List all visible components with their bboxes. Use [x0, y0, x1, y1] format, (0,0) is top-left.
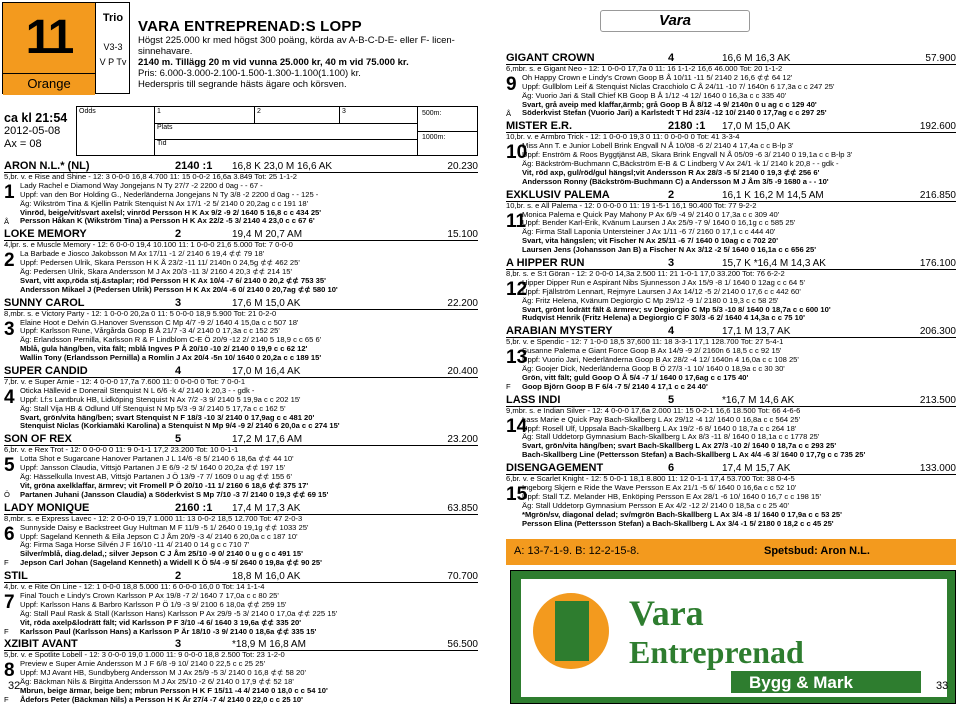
- start-line: Silver/mblå, diag.delad,; silver Jepson C J Åm 25/10 -9 0/ 2140 0 u g c c 491 15': [20, 549, 303, 559]
- start-line: Lady Rachel e Diamond Way Jongejans N Ty 27/7 -2 2200 d 0ag - - 67 -: [20, 180, 263, 190]
- horse-distance: 6: [668, 462, 675, 475]
- start-line: Äg: Bäckman Nils & Birgitta Andersson M J Ax 25/10 -2 6/ 2140 0 17,9 ⊄⊄ 52 18': [20, 677, 294, 687]
- race-track-label: Orange: [3, 73, 95, 95]
- odds-grid: [76, 106, 478, 156]
- start-number: 12: [506, 279, 528, 301]
- horse-distance: 4: [175, 365, 182, 378]
- horse-earnings: 57.900: [925, 53, 956, 64]
- start-line: Hipper Dipper Run e Aspirant Nibs Sjunnesson J Ax 15/9 -8 1/ 1640 0 12ag c c 64 5': [522, 277, 806, 287]
- vp-label: V P Tv: [99, 57, 127, 67]
- brand-logo-top: [600, 10, 750, 32]
- start-line: Äg: Hässelkulla Invest AB, Vittsjö Partanen J Ö 13/9 -7 7/ 1609 0 u ag ⊄⊄ 155 6': [20, 472, 292, 482]
- odds-label: Odds: [79, 108, 96, 115]
- start-number: 9: [506, 74, 517, 95]
- start-line: Lotta Shot e Sugarcane Hanover Partanen J L 14/6 -8 5/ 2140 6 18,6a ⊄⊄ 44 10': [20, 454, 294, 464]
- start-line: Grön, vitt fält; guld Goop O Å 5/4 -7 1/ 1640 0 17,6ag c c 175 40': [522, 372, 749, 382]
- start-line: Uppf: Fjällström Lennart, Rejmyre Laursen J Ax 14/12 -5 2/ 2140 0 17,6 c c 442 60': [522, 286, 801, 296]
- start-line: Uppf: Lf:s Lantbruk HB, Lidköping Stenquist N Ax 7/2 -3 9/ 2140 5 19,9a c c 202 15': [20, 394, 301, 404]
- horse-earnings: 216.850: [919, 189, 956, 201]
- horse-earnings: 20.400: [447, 366, 478, 378]
- horse-earnings: 56.500: [447, 639, 478, 651]
- start-number: 2: [4, 250, 15, 272]
- horse-distance: 2160 :1: [175, 501, 213, 514]
- start-line: Elaine Hoot e Delvin G.Hanover Svensson C Mp 4/7 -9 2/ 1640 4 15,0a c c 507 18': [20, 317, 299, 327]
- start-line: Svart, grön/vita häng/ben; svart Stenquist N F 18/3 -10 3/ 2140 0 17,9ag c c 481 20': [20, 412, 315, 422]
- start-line: Äg: Firma Stall Laponia Untersteiner J Ax 1/11 -6 7/ 2160 0 17,1 c c 444 40': [522, 227, 776, 237]
- right-horse-column: [506, 52, 956, 538]
- horse-records: 19,4 M 20,7 AM: [232, 229, 303, 241]
- start-line: *Mgrön/sv, diagonal delad; sv/mgrön Bach-Skallberg L Ax 3/4 -8 1/ 1640 0 17,9a c c 53 25': [522, 509, 842, 519]
- horse-entry: [4, 570, 478, 636]
- start-line: Preview e Super Arnie Andersson M J F 6/8 -9 10/ 2140 0 22,5 c c 25 25': [20, 659, 266, 669]
- page-number-right: 33: [936, 680, 949, 692]
- horse-entry: [506, 52, 956, 118]
- horse-starts: [506, 407, 956, 460]
- start-line: Äg: Goojer Dick, Nederländerna Goop B Ö 27/3 -1 10/ 1640 0 18,9a c c 30 30': [522, 364, 785, 374]
- start-line: Partanen Juhani (Jansson Claudia) a Söderkvist S Mp 7/10 -3 7/ 2140 0 19,3 ⊄⊄ 69 15': [20, 489, 329, 499]
- horse-earnings: 206.300: [919, 326, 956, 338]
- ad-logo-mark: [555, 601, 589, 661]
- start-line: Final Touch e Lindy's Crown Karlsson P Ax 19/8 -7 2/ 1640 7 17,0a c c 80 25': [20, 590, 279, 600]
- horse-distance: 3: [668, 257, 675, 270]
- horse-records: 16,1 K 16,2 M 14,5 AM: [722, 189, 824, 201]
- horse-name: DISENGAGEMENT: [506, 462, 604, 475]
- start-line: Äg: Stall Uddetorp Gymnasium Bach-Skallberg L Ax 8/3 -11 8/ 1640 0 18,1a c c 1778 25': [522, 432, 820, 442]
- horse-records: 18,8 M 16,0 AK: [232, 571, 301, 583]
- horse-entry: [4, 638, 478, 704]
- handicap-mark: F: [4, 694, 9, 704]
- horse-header: [506, 189, 956, 202]
- page-number-left: 32: [8, 680, 21, 692]
- start-line: 6,br. v. e Rex Trot - 12: 0 0-0-0 0 11: 9 0-1-1 17,2 23.200 Tot: 10 0-1-1: [4, 445, 239, 455]
- start-line: Karlsson Paul (Karlsson Hans) a Karlsson P Är 18/10 -3 9/ 2140 0 18,6a ⊄⊄ 335 15': [20, 626, 317, 636]
- race-time: ca kl 21:54: [4, 111, 68, 125]
- horse-records: 17,6 M 15,0 AK: [232, 297, 301, 309]
- tid-label: Tid: [157, 140, 167, 147]
- horse-name: MISTER E.R.: [506, 120, 573, 133]
- horse-records: *16,7 M 14,6 AK: [722, 394, 795, 406]
- start-number: 10: [506, 142, 528, 164]
- horse-header: [4, 297, 478, 310]
- horse-distance: 2140 :1: [175, 160, 213, 172]
- start-line: Vinröd, beige/vit/svart axelsl; vinröd Persson H K Ax 9/2 -9 2/ 1640 5 16,8 c c 434 25': [20, 207, 322, 217]
- grid-line: [154, 123, 417, 124]
- start-line: Rudqvist Henrik (Fritz Helena) a Degiorgio C F 30/3 -6 2/ 1640 4 14,3a c c 75 10': [522, 313, 805, 323]
- horse-name: LOKE MEMORY: [4, 228, 87, 241]
- horse-distance: 3: [175, 296, 182, 309]
- start-number: 8: [4, 660, 15, 682]
- handicap-mark: Å: [4, 216, 10, 226]
- start-number: 11: [506, 210, 527, 232]
- start-line: Oticka Hällevid e Donerail Stenquist N L 6/6 -k 4/ 2140 k 20,3 - - gdk -: [20, 385, 255, 395]
- horse-name: A HIPPER RUN: [506, 257, 585, 270]
- start-line: Äg: Stall Vija HB & Odlund Ulf Stenquist N Mp 5/3 -9 3/ 2140 5 17,7a c c 162 5': [20, 403, 286, 413]
- place-2: 2: [257, 108, 261, 115]
- start-number: 4: [4, 387, 15, 409]
- start-line: Äg: Pedersen Ulrik, Skara Andersson M J Ax 20/3 -11 3/ 2160 4 20,3 ⊄⊄ 214 15': [20, 267, 292, 277]
- start-line: 8,mbr. s. e Express Lavec - 12: 2 0-0-0 19,7 1.000 11: 13 0-0-2 18,5 12.700 Tot: 47 2-0-3: [4, 513, 303, 523]
- horse-header: [506, 394, 956, 407]
- horse-distance: 2: [175, 570, 182, 583]
- start-line: Uppf: van den Bor Holding G., Nederländerna Jongejans N Ty 3/8 -2 2200 d 0ag - - 125 -: [20, 189, 319, 199]
- race-info: [4, 112, 67, 151]
- horse-entry: [506, 189, 956, 255]
- horse-starts: [4, 241, 478, 294]
- start-number: 6: [4, 523, 15, 545]
- horse-earnings: 213.500: [919, 394, 956, 406]
- horse-name: LADY MONIQUE: [4, 501, 90, 514]
- handicap-mark: Å: [506, 108, 512, 118]
- ad-brand: Vara: [629, 593, 704, 633]
- start-line: Vit, gröna axelklaffar, ärmrev; vit Fromell P Ö 20/10 -11 1/ 2160 6 18,6 ⊄⊄ 375 17': [20, 480, 309, 490]
- horse-earnings: 23.200: [447, 434, 478, 446]
- grid-line: [417, 131, 478, 132]
- horse-distance: 2: [668, 188, 675, 201]
- start-line: 5,br. v. e Spendic - 12: 7 1-0-0 18,5 37,600 11: 18 3-3-1 17,1 128.700 Tot: 27 5-4-1: [506, 337, 784, 347]
- start-line: 7,br. v. e Super Arnie - 12: 4 0-0-0 17,7a 7.600 11: 0 0-0-0 0 Tot: 7 0-0-1: [4, 377, 246, 387]
- horse-name: GIGANT CROWN: [506, 52, 595, 64]
- start-line: Svart, vita hängslen; vit Fischer N Ax 25/11 -6 7/ 1640 0 10ag c c 702 20': [522, 236, 779, 246]
- horse-records: 17,4 M 17,3 AK: [232, 502, 301, 514]
- ad-name: Entreprenad: [629, 634, 804, 670]
- start-line: Uppf: Pedersen Ulrik, Skara Persson H K Å 23/2 -11 11/ 2140n 0 24,5g ⊄⊄ 462 25': [20, 258, 300, 268]
- start-line: 4,br. v. e Rite On Line - 12: 1 0-0-0 18,8 5.000 11: 6 0-0-0 16,0 0 Tot: 14 1-1-4: [4, 582, 265, 592]
- horse-starts: [4, 583, 478, 636]
- brand-logo-text: Vara: [659, 12, 691, 29]
- horse-entry: [4, 365, 478, 431]
- race-number: 11: [3, 3, 95, 73]
- start-line: Svart, grön/vita häng/ben; svart Bach-Skallberg L Ax 27/3 -10 2/ 1640 0 18,7a c c 293 25': [522, 441, 837, 451]
- left-horse-column: [4, 160, 478, 704]
- horse-earnings: 133.000: [919, 463, 956, 475]
- start-line: Svart, vitt axp,röda stj.&staplar; röd Persson H K Ax 10/4 -7 6/ 2140 0 20,2 ⊄⊄ 753 35': [20, 275, 326, 285]
- start-line: 6,mbr. s. e Gigant Neo - 12: 1 0-0-0 17,7a 0 11: 16 1-1-2 16,6 46.000 Tot: 20 1-1-2: [506, 64, 783, 73]
- start-line: Bach-Skallberg Line (Pettersson Stefan) a Bach-Skallberg L Ax 4/4 -6 3/ 1640 0 17,7g c c 735 25': [522, 450, 866, 460]
- race-ax: Ax = 08: [4, 138, 42, 150]
- start-line: Svart, grönt lodrätt fält & ärmrev; sv Degiorgio C Mp 5/3 -10 8/ 1640 0 18,7a c c 600 10': [522, 304, 831, 314]
- start-line: 10,br. s. e All Palema - 12: 0 0-0-0 0 11: 19 1-5-1 16,1 90.400 Tot: 77 9-2-2: [506, 200, 757, 210]
- horse-earnings: 176.100: [919, 258, 956, 270]
- horse-name: ARABIAN MYSTERY: [506, 325, 613, 338]
- start-line: Uppf: Bender Karl-Erik, Kvänum Laursen J Ax 25/9 -7 9/ 1640 0 16,1g c c 585 25': [522, 218, 796, 228]
- horse-starts: [506, 133, 956, 186]
- horse-starts: [4, 310, 478, 363]
- horse-earnings: 70.700: [447, 571, 478, 583]
- horse-entry: [506, 462, 956, 528]
- start-line: Vit, röda axelp&lodrätt fält; vid Karlsson P F 3/10 -4 6/ 1640 3 19,6a ⊄⊄ 335 20': [20, 617, 301, 627]
- start-line: 8,mbr. s. e Victory Party - 12: 1 0-0-0 20,2a 0 11: 5 0-0-0 18,9 5.900 Tot: 21 0-2-0: [4, 308, 277, 318]
- race-distance: 2140 m. Tillägg 20 m vid vunna 25.000 kr, 40 m vid 75.000 kr.: [138, 57, 409, 68]
- horse-entry: [4, 433, 478, 499]
- race-conditions-1: Högst 225.000 kr med högst 300 poäng, körda av A-B-C-D-E- eller F- licen-: [138, 35, 455, 46]
- race-header: [138, 18, 478, 90]
- trio-label: Trio: [102, 12, 124, 24]
- start-line: Uppf: Rosell Ulf, Uppsala Bach-Skallberg L Ax 19/2 -6 8/ 1640 0 18,7a c c 264 18': [522, 423, 797, 433]
- start-number: 14: [506, 415, 528, 437]
- start-line: Äg: Vuorio Jari & Stall Chief KB Goop B Å 1/12 -4 12/ 1640 0 16,3a c c 335 40': [522, 90, 787, 100]
- horse-records: 17,1 M 13,7 AK: [722, 326, 791, 338]
- horse-distance: 5: [668, 393, 675, 406]
- horse-earnings: 63.850: [447, 502, 478, 514]
- ad-graphic: [511, 571, 957, 705]
- start-line: Svart, grå aveip med klaffar,ärmb; grå Goop B Å 8/12 -4 9/ 2140n 0 u ag c c 129 40': [522, 99, 817, 109]
- horse-starts: [4, 515, 478, 568]
- v3-label: V3-3: [103, 42, 123, 52]
- horse-earnings: 20.230: [447, 161, 478, 172]
- horse-name: STIL: [4, 570, 28, 583]
- horse-records: *18,9 M 16,8 AM: [232, 639, 306, 651]
- start-line: Äg: Bäckström-Buchmann C,Bäckström E-B & C Lindberg V Ax 24/1 -k 1/ 2140 k 20,8 - - gdk -: [522, 159, 839, 169]
- horse-entry: [4, 297, 478, 363]
- start-line: 10,br. v. e Armbro Trick - 12: 1 0-0-0 19,3 0 11: 0 0-0-0 0 Tot: 41 3-3-4: [506, 132, 740, 142]
- horse-entry: [4, 502, 478, 568]
- start-number: 1: [4, 182, 15, 203]
- start-line: Persson Elina (Pettersson Stefan) a Bach-Skallberg L Ax 3/4 -1 5/ 2180 0 18,2 c c 45 25': [522, 518, 834, 528]
- horse-name: SON OF REX: [4, 433, 72, 446]
- horse-entry: [4, 228, 478, 294]
- start-line: Lass Marie e Quick Pay Bach-Skallberg L Ax 29/12 -4 12/ 1640 0 16,8a c c 564 25': [522, 414, 801, 424]
- start-line: Ingeborg Skjern e Ride the Wave Persson E Ax 21/1 -5 6/ 1640 0 16,6a c c 52 10': [522, 482, 797, 492]
- start-line: Susanne Palema e Giant Force Goop B Ax 14/9 -9 2/ 2160n 6 18,5 c c 92 15': [522, 346, 782, 356]
- start-line: Uppf: Stall T.Z. Melander HB, Enköping Persson E Ax 28/1 -6 10/ 1640 0 16,7 c c 198 15': [522, 491, 821, 501]
- horse-name: ARON N.L.* (NL): [4, 160, 90, 172]
- horse-starts: [506, 270, 956, 323]
- race-prizes: Pris: 6.000-3.000-2.100-1.500-1.300-1.100(1.100) kr.: [138, 68, 361, 79]
- horse-name: SUPER CANDID: [4, 365, 88, 378]
- horse-records: 15,7 K *16,4 M 14,3 AK: [722, 258, 826, 270]
- horse-starts: [4, 378, 478, 431]
- start-line: Vit, röd axp, gul/röd/gul hängsl;vit Andersson R Ax 28/3 -5 5/ 2140 0 19,3 ⊄⊄ 256 6': [522, 167, 820, 177]
- horse-distance: 4: [668, 325, 675, 338]
- start-line: Mblå, gula häng/ben, vita fält; mblå Ingves P Å 20/10 -10 2/ 2140 0 19,9 c c 62 12': [20, 344, 308, 354]
- horse-starts: [4, 446, 478, 499]
- start-number: 15: [506, 484, 528, 506]
- horse-records: 17,4 M 15,7 AK: [722, 463, 791, 475]
- start-line: Andersson Ronny (Bäckström-Buchmann C) a Andersson M J Åm 3/5 -9 1680 a - - 10': [522, 176, 829, 186]
- split-1000: 1000m:: [422, 134, 446, 141]
- start-line: 9,mbr. s. e Indian Silver - 12: 4 0-0-0 17,6a 2.000 11: 15 0-2-1 16,6 18.500 Tot: 66 4-6-6: [506, 405, 801, 415]
- start-line: Söderkvist Stefan (Vuorio Jari) a Karlstedt T Hd 23/4 -12 10/ 2140 0 17,7ag c c 297 25': [522, 108, 827, 118]
- handicap-mark: F: [4, 626, 9, 636]
- start-line: Uppf: Karlsson Hans & Barbro Karlsson P Ö 1/9 -3 9/ 2100 6 18,0a ⊄⊄ 259 15': [20, 599, 287, 609]
- horse-starts: [506, 338, 956, 391]
- place-3: 3: [342, 108, 346, 115]
- grid-line: [154, 107, 155, 155]
- horse-starts: [4, 173, 478, 226]
- horse-header: [4, 502, 478, 515]
- horse-starts: [4, 651, 478, 704]
- horse-entry: [506, 120, 956, 186]
- start-line: Uppf: Vuorio Jari, Nederländerna Goop B Ax 28/2 -4 12/ 1640n 4 16,0a c c 108 25': [522, 355, 799, 365]
- horse-name: LASS INDI: [506, 393, 561, 406]
- race-date: 2012-05-08: [4, 125, 61, 137]
- start-line: 5,br. v. e Rise and Shine - 12: 3 0-0-0 16,8 4.700 11: 15 0-0-2 16,6a 3.849 Tot: 25 1-1-2: [4, 172, 297, 181]
- horse-name: SUNNY CAROL: [4, 296, 85, 309]
- race-title: VARA ENTREPRENAD:S LOPP: [138, 18, 362, 35]
- horse-earnings: 192.600: [919, 121, 956, 133]
- handicap-mark: F: [4, 558, 9, 568]
- start-line: Monica Palema e Quick Pay Mahony P Ax 6/9 -4 9/ 2140 0 17,3a c c 309 40': [522, 209, 780, 219]
- horse-records: 16,8 K 23,0 M 16,6 AK: [232, 161, 333, 172]
- start-line: Uppf: Karlsson Rune, Vårgårda Goop B Å 21/7 -3 4/ 2140 0 17,3a c c 152 25': [20, 326, 280, 336]
- plats-label: Plats: [157, 124, 173, 131]
- horse-entry: [506, 257, 956, 323]
- tips-text: A: 13-7-1-9. B: 12-2-15-8.: [514, 545, 640, 557]
- horse-name: EXKLUSIV PALEMA: [506, 188, 610, 201]
- start-line: Äg: Wikström Tina & Kjellin Patrik Stenquist N Ax 17/1 -2 5/ 2140 0 20,2ag c c 191 18': [20, 198, 309, 208]
- grid-line: [254, 107, 255, 123]
- start-line: Miss Ann T. e Junior Lobell Brink Engvall N Å 10/08 -6 2/ 2140 4 17,4a c c B-lp 3': [522, 141, 794, 151]
- start-line: Uppf: Sageland Kenneth & Eila Jepson C J Åm 20/9 -3 4/ 2140 6 20,0a c c 187 10': [20, 531, 298, 541]
- horse-entry: [506, 325, 956, 391]
- horse-distance: 4: [668, 52, 675, 64]
- start-line: 5,br. v. e Spotlite Lobell - 12: 3 0-0-0 19,0 1.000 11: 9 0-0-0 18,8 2.500 Tot: 23 1-2-0: [4, 650, 285, 660]
- start-line: Äg: Fritz Helena, Kvänum Degiorgio C Mp 29/12 -9 1/ 2180 0 19,3 c c 58 25': [522, 295, 779, 305]
- start-number: 7: [4, 592, 15, 614]
- start-line: Äg: Erlandsson Pernilla, Karlsson R & F Lindblom C-E Ö 20/9 -12 2/ 2140 5 18,9 c c 65 6': [20, 335, 322, 345]
- horse-records: 17,2 M 17,6 AM: [232, 434, 303, 446]
- start-number: 13: [506, 347, 528, 369]
- race-honors: Hederspris till segrande hästs ägare och körsven.: [138, 79, 347, 90]
- start-line: Mbrun, beige ärmar, beige ben; mbrun Persson H K F 15/11 -4 4/ 2140 0 18,0 c c 54 10': [20, 685, 328, 695]
- race-box: [2, 2, 130, 94]
- start-line: La Barbade e Jiosco Jakobsson M Ax 17/11 -1 2/ 2140 6 19,4 ⊄⊄ 79 18': [20, 249, 265, 259]
- start-line: Äg: Firma Saga Horse Silvén J F 16/10 -11 4/ 2140 0 14 g c c 710 7': [20, 540, 250, 550]
- tips-bar: [506, 539, 956, 565]
- handicap-mark: F: [506, 381, 511, 391]
- horse-starts: [506, 65, 956, 118]
- ad-banner: [510, 570, 956, 704]
- horse-records: 16,6 M 16,3 AK: [722, 53, 791, 64]
- place-1: 1: [157, 108, 161, 115]
- start-line: Wallin Tony (Erlandsson Pernilla) a Romlin J Ax 20/4 -5n 10/ 1640 0 20,2a c c 189 15': [20, 353, 322, 363]
- grid-line: [154, 139, 417, 140]
- grid-line: [339, 107, 340, 123]
- handicap-mark: Ö: [4, 489, 10, 499]
- start-line: Uppf: MJ Avant HB, Sundbyberg Andersson M J Ax 25/9 -5 3/ 2140 0 16,8 ⊄⊄ 58 20': [20, 668, 306, 678]
- horse-distance: 2180 :1: [668, 120, 706, 133]
- horse-records: 17,0 M 15,0 AK: [722, 121, 791, 133]
- start-line: Sunnyside Daisy e Backstreet Guy Hultman M F 11/9 -5 1/ 2640 0 19,1g ⊄⊄ 1033 25': [20, 522, 309, 532]
- start-line: Andersson Mikael J (Pedersen Ulrik) Persson H K Ax 20/4 -6 0/ 2140 0 20,7ag ⊄⊄ 580 10': [20, 284, 338, 294]
- horse-starts: [506, 202, 956, 255]
- start-line: Persson Håkan K (Wikström Tina) a Persson H K Ax 22/2 -5 3/ 2140 4 23,0 c c 67 6': [20, 216, 315, 226]
- horse-starts: [506, 475, 956, 528]
- horse-distance: 3: [175, 638, 182, 651]
- start-line: Jepson Carl Johan (Sageland Kenneth) a Widell K Ö 5/4 -9 5/ 2640 0 19,8a ⊄⊄ 90 25': [20, 558, 322, 568]
- start-line: Laursen Jens (Johansson Jan B) a Fischer N Ax 3/12 -2 5/ 1640 0 16,1a c c 656 25': [522, 245, 817, 255]
- horse-records: 17,0 M 16,4 AK: [232, 366, 301, 378]
- start-line: 6,br. v. e Scarlet Knight - 12: 5 0-0-1 18,1 8.800 11: 12 0-1-1 17,4 53.700 Tot: 38 0-4-5: [506, 474, 795, 484]
- start-number: 5: [4, 455, 15, 477]
- start-line: Uppf: Jansson Claudia, Vittsjö Partanen J E 6/9 -2 5/ 1640 0 20,2a ⊄⊄ 197 15': [20, 463, 286, 473]
- race-bet-types: [95, 3, 130, 93]
- start-line: Ådefors Peter (Bäckman Nils) a Persson H K Är 27/4 -7 4/ 2140 0 22,0 c c 25 10': [20, 694, 303, 704]
- start-line: Äg: Stall Paul Rask & Stall (Karlsson Hans) Karlsson P Ax 29/9 -5 3/ 2140 0 17,0a ⊄⊄ 225 15': [20, 608, 338, 618]
- horse-earnings: 22.200: [447, 297, 478, 309]
- start-line: Uppf: Enström & Roos Byggtjänst AB, Skara Brink Engvall N Å 05/09 -6 3/ 2140 0 19,1a c c B-lp 3': [522, 150, 853, 160]
- race-conditions-2: sinnehavare.: [138, 46, 193, 57]
- horse-entry: [506, 394, 956, 460]
- start-line: 8,br. s. e S:t Göran - 12: 2 0-0-0 14,3a 2.500 11: 21 1-0-1 17,0 33.200 Tot: 76 6-2-2: [506, 269, 785, 279]
- start-line: Oh Happy Crown e Lindy's Crown Goop B Å 10/11 -11 5/ 2140 2 16,6 ⊄⊄ 64 12': [522, 72, 793, 82]
- start-line: 4,lpr. s. e Muscle Memory - 12: 6 0-0-0 19,4 10.100 11: 1 0-0-0 21,6 5.000 Tot: 7 0-0-0: [4, 240, 293, 250]
- horse-earnings: 15.100: [447, 229, 478, 241]
- ad-sub: Bygg & Mark: [749, 673, 853, 692]
- start-line: Stenquist Niclas (Korkiamäki Karolina) a Stenquist N Mp 9/4 -9 2/ 2140 6 20,0a c c 274 15': [20, 421, 340, 431]
- horse-entry: [4, 160, 478, 226]
- start-line: Uppf: Gullblom Leif & Stenquist Niclas Cracchiolo C Å 24/11 -10 7/ 1640n 6 17,3a c c 247 25': [522, 81, 835, 91]
- start-line: Goop Björn Goop B F 6/4 -7 5/ 2140 4 17,1 c c 24 40': [522, 381, 708, 391]
- start-number: 3: [4, 318, 15, 340]
- split-500: 500m:: [422, 110, 442, 117]
- horse-name: XZIBIT AVANT: [4, 638, 78, 651]
- start-line: Äg: Stall Uddetorp Gymnasium Persson E Ax 4/2 -12 2/ 2140 0 18,5a c c 25 40': [522, 500, 789, 510]
- spetsbud-text: Spetsbud: Aron N.L.: [764, 545, 870, 557]
- horse-distance: 2: [175, 228, 182, 241]
- horse-distance: 5: [175, 433, 182, 446]
